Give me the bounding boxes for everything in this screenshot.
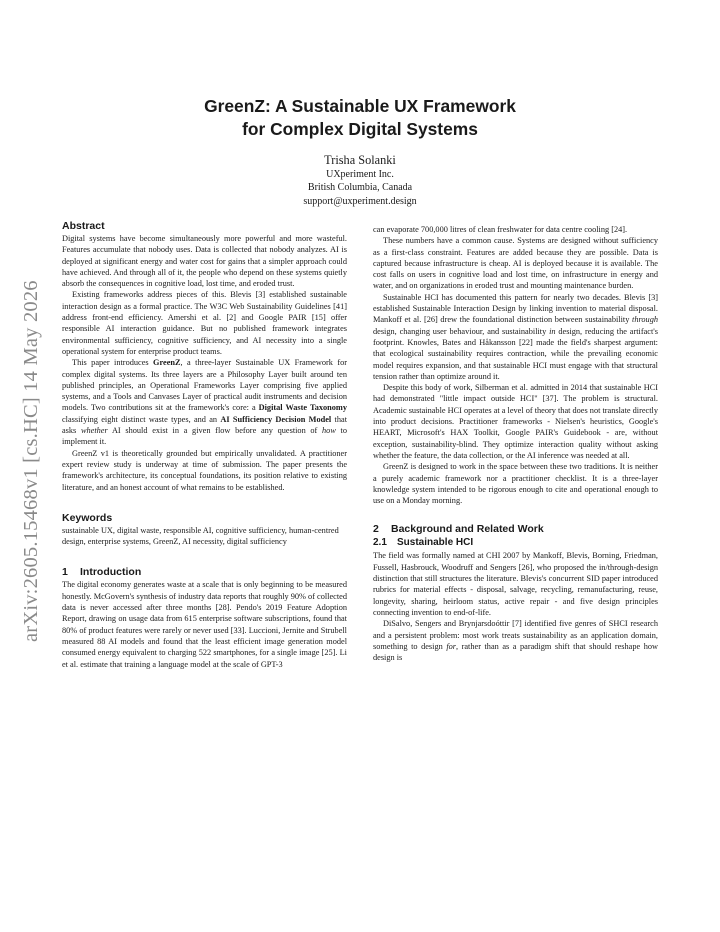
arxiv-stamp-text: arXiv:2605.15468v1 [cs.HC] 14 May 2026	[20, 280, 42, 642]
arxiv-stamp	[14, 250, 44, 650]
keywords-text: sustainable UX, digital waste, responsible AI, cognitive sufficiency, human-centred design, enterprise systems, GreenZ, AI necessity, digital sufficiency	[62, 525, 339, 547]
author-location: British Columbia, Canada	[307, 182, 413, 194]
title-line-1: GreenZ: A Sustainable UX Framework	[204, 96, 516, 116]
paper-title	[60, 95, 660, 141]
intro-paragraph-4: Despite this body of work, Silberman et al. admitted in 2014 that sustainable HCI had demonstrated "little impact outside HCI" [37]. The problem is structural. Academic sustainable HCI operates at a level of theory that does not translate directly into product decisions. Practitioner frameworks - Nielsen's heuristics, Google's HEART, Microsoft's HAX Toolkit, Google PAIR's Guidebook - are, without exception, sustainability-blind. They optimize interaction quality without asking whether the feature, the data collection, or the AI inference was needed at all.	[373, 383, 658, 460]
right-column	[373, 224, 658, 663]
intro-paragraph-5: GreenZ is designed to work in the space between these two traditions. It is neither a purely academic framework nor a practitioner checklist. It is a three-layer knowledge system intended to be rigorous enough to cite and operational enough to use on a Monday morning.	[373, 462, 658, 506]
abstract-heading: Abstract	[62, 220, 105, 232]
keywords-heading: Keywords	[62, 511, 113, 524]
author-block	[160, 152, 560, 208]
author-name: Trisha Solanki	[324, 153, 396, 167]
abstract-paragraph-4: GreenZ v1 is theoretically grounded but empirically unvalidated. A practitioner expert review study is underway at time of submission. The paper presents the framework's architecture, its conceptual foundations, its position relative to existing literature, and an honest account of what remains to be established.	[62, 448, 347, 492]
intro-paragraph-2: These numbers have a common cause. Systems are designed without sufficiency as a first-class constraint. Features are added because they are possible. Data is captured because infrastructure is cheap. AI is deployed because it is available. The cost falls on users in cognitive load and lost time, on infrastructure in energy and water, and on organizations in eroded trust and mounting maintenance burden.	[373, 236, 658, 291]
section-1-heading: 1 Introduction	[62, 566, 142, 579]
abstract-paragraph-2: Existing frameworks address pieces of this. Blevis [3] established sustainable interaction design as a formal practice. The W3C Web Sustainability Guidelines [41] address front-end efficiency. Amershi et al. [2] and Google PAIR [15] offer responsible AI interaction guidance. But no published framework integrates environmental sufficiency, cognitive sufficiency, and AI necessity into a single operational system for enterprise product teams.	[62, 290, 347, 356]
framework-name: GreenZ	[153, 358, 181, 368]
abstract-paragraph-1: Digital systems have become simultaneously more powerful and more wasteful. Features accumulate that nobody uses. Data is collected that nobody analyzes. AI is deployed at significant energy and water cost for gains that a simpler approach could have achieved. And through all of it, the people who depend on these systems quietly absorb the consequences in cognitive load, lost time, and eroded trust.	[62, 234, 347, 289]
author-email[interactable]: support@uxperiment.design	[303, 195, 417, 207]
intro-paragraph-1-continued: can evaporate 700,000 litres of clean freshwater for data centre cooling [24].	[373, 225, 628, 234]
left-column	[62, 219, 347, 670]
contribution-taxonomy: Digital Waste Taxonomy	[258, 403, 347, 413]
section-2-heading: 2 Background and Related Work	[373, 523, 544, 536]
intro-paragraph-3: Sustainable HCI has documented this pattern for nearly two decades. Blevis [3] established Sustainable Interaction Design by linking invention to material disposal. Mankoff et al. [26] drew the foundational distinction between sustainability through design, changing user behaviour, and sustainability in design, reducing the artifact's footprint. Knowles, Bates and Håkansson [22] made the field's sharpest argument: that ecological sustainability requires contraction, while the prevailing economic model requires expansion, and that sustainable HCI must engage with that structural tension rather than optimize around it.	[373, 292, 658, 381]
section-2-1-heading: 2.1 Sustainable HCI	[373, 537, 474, 549]
author-affiliation: UXperiment Inc.	[326, 169, 394, 180]
contribution-decision-model: AI Sufficiency Decision Model	[220, 414, 332, 424]
background-paragraph-1: The field was formally named at CHI 2007 by Mankoff, Blevis, Borning, Friedman, Fussell, Hasbrouck, Woodruff and Sengers [26], who proposed the in/through-design distinction that still structures the literature. Blevis's concurrent SID paper introduced rubrics for material effects - disposal, salvage, recycling, remanufacturing, reuse, longevity, sharing, heirloom status, active repair - and five design principles connecting invention to end-of-life.	[373, 551, 658, 617]
title-line-2: for Complex Digital Systems	[242, 119, 478, 139]
abstract-paragraph-3: This paper introduces GreenZ, a three-layer Sustainable UX Framework for complex digital systems. Its three layers are a Philosophy Layer built around ten published principles, an Operational Frameworks Layer comprising five applied systems, and a Tools and Canvases Layer of practical audit instruments and decision models. Two contributions sit at the framework's core: a Digital Waste Taxonomy classifying eight distinct waste types, and an AI Sufficiency Decision Model that asks whether AI should exist in a given flow before any question of how to implement it.	[62, 358, 347, 447]
intro-paragraph-1: The digital economy generates waste at a scale that is only beginning to be measured honestly. McGovern's synthesis of industry data reports that roughly 90% of collected data is never accessed after three months [28]. Pendo's 2019 Feature Adoption Report, drawing on usage data from 615 enterprise software subscriptions, found that 80% of product features were rarely or never used [33]. Luccioni, Jernite and Strubell measured 88 AI models and found that the least efficient image generation model consumed energy equivalent to charging 522 smartphones, for a single image [25]. Li et al. estimate that training a language model at the scale of GPT-3	[62, 580, 347, 669]
background-paragraph-2: DiSalvo, Sengers and Brynjarsdoóttir [7] identified five genres of SHCI research and a persistent problem: most work treats sustainability as an application domain, something to design for, rather than as a paradigm shift that should reshape how design is	[373, 619, 658, 663]
